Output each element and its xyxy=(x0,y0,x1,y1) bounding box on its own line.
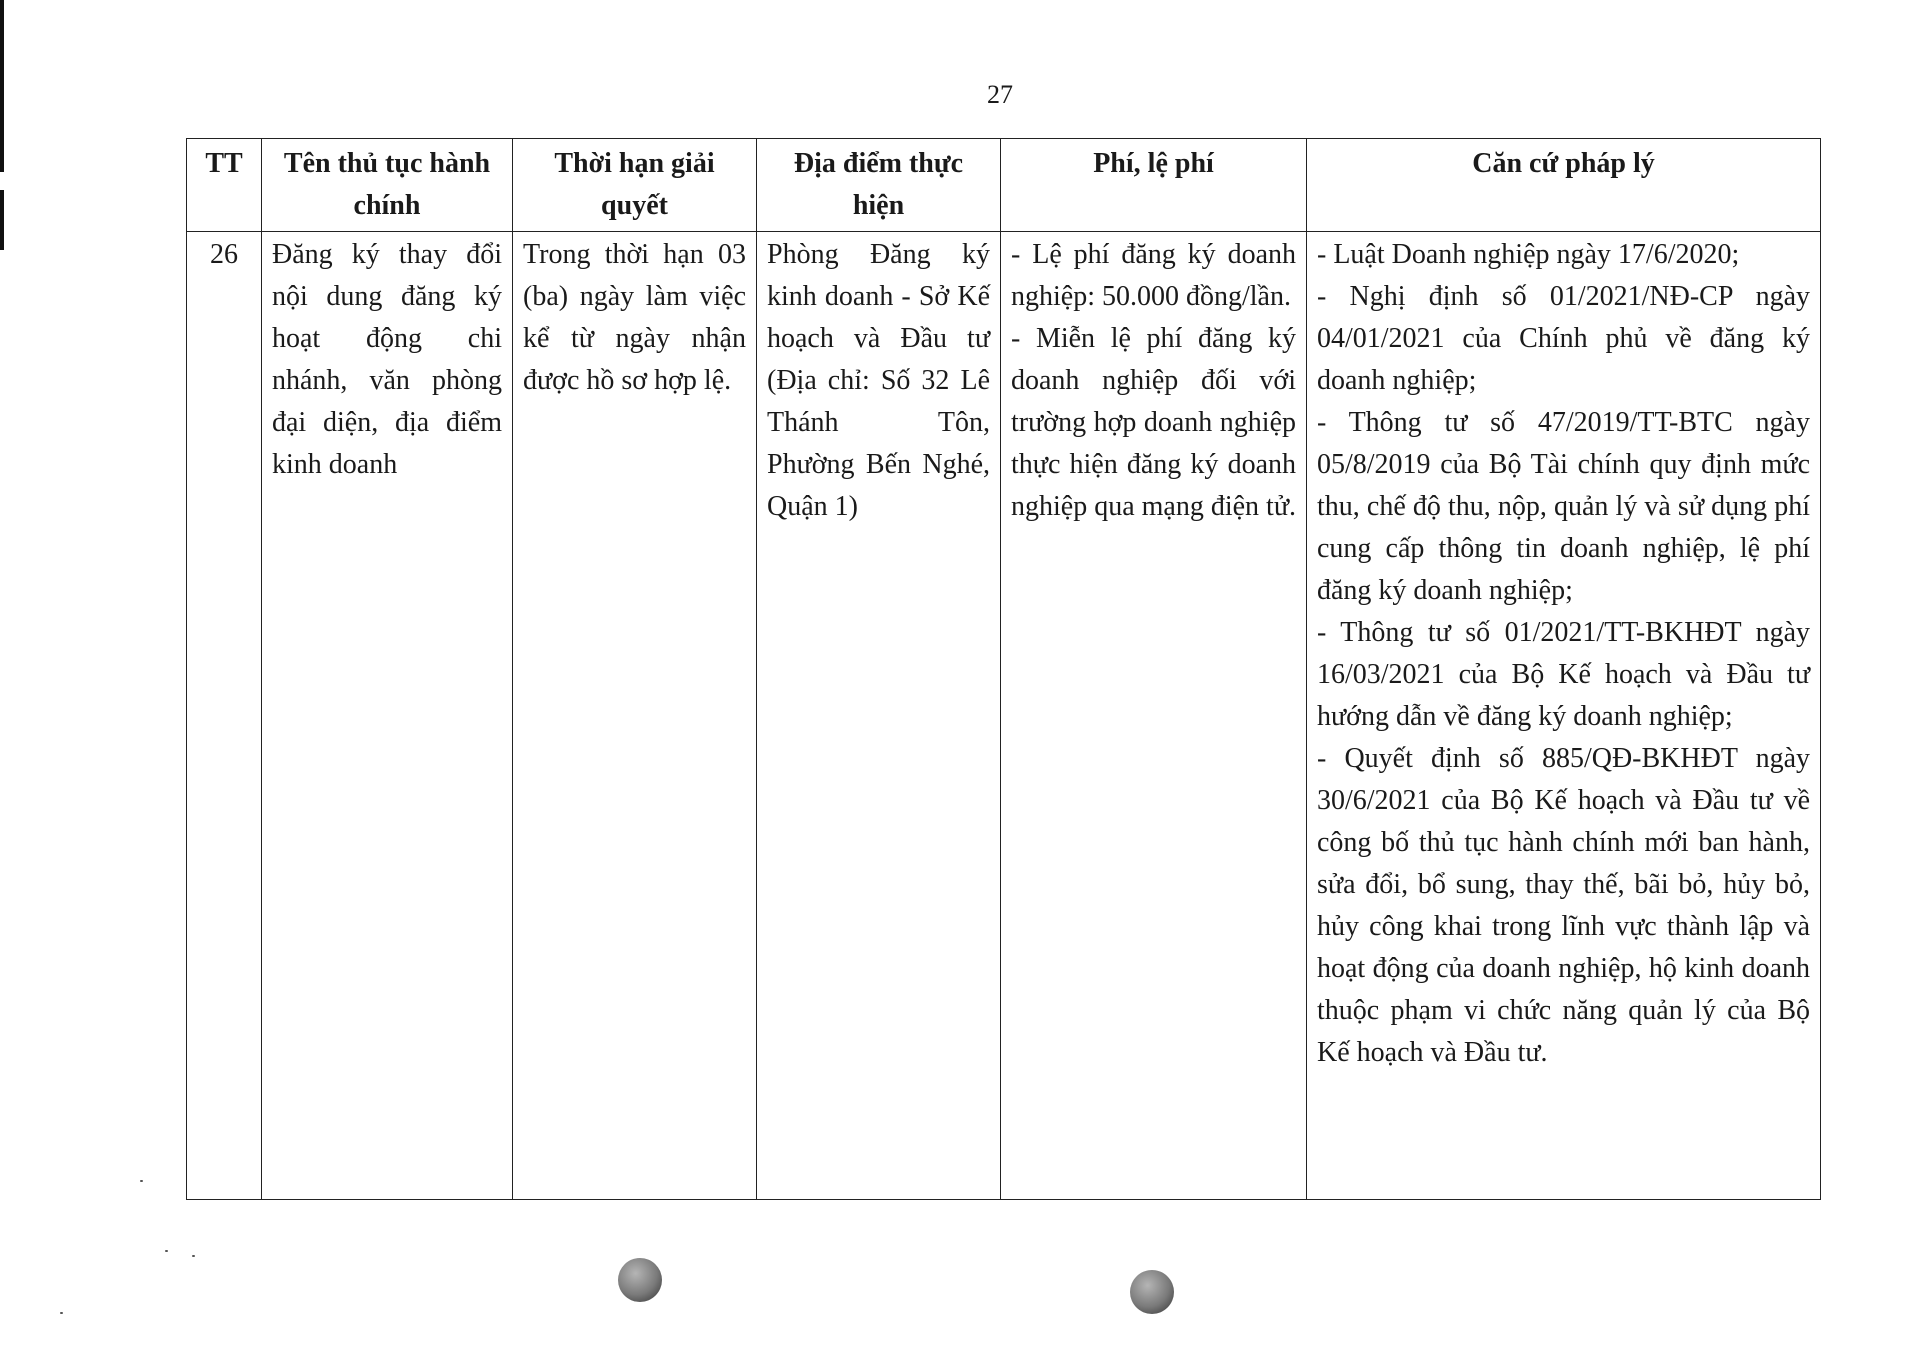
legal-basis-line: - Nghị định số 01/2021/NĐ-CP ngày 04/01/2021 của Chính phủ về đăng ký doanh nghiệp; xyxy=(1317,281,1810,396)
cell-location: Phòng Đăng ký kinh doanh - Sở Kế hoạch và Đầu tư (Địa chỉ: Số 32 Lê Thánh Tôn, Phường Bến Nghé, Quận 1) xyxy=(757,232,1001,1200)
scan-speck xyxy=(192,1255,195,1257)
legal-basis-line: - Luật Doanh nghiệp ngày 17/6/2020; xyxy=(1317,239,1740,270)
cell-deadline: Trong thời hạn 03 (ba) ngày làm việc kể từ ngày nhận được hồ sơ hợp lệ. xyxy=(513,232,757,1200)
cell-procedure-name: Đăng ký thay đổi nội dung đăng ký hoạt động chi nhánh, văn phòng đại diện, địa điểm kinh doanh xyxy=(262,232,513,1200)
scan-speck xyxy=(165,1250,168,1252)
header-procedure-name: Tên thủ tục hành chính xyxy=(262,139,513,232)
table-row xyxy=(187,232,1821,1200)
punch-hole xyxy=(1130,1270,1174,1314)
punch-hole xyxy=(618,1258,662,1302)
scan-speck xyxy=(140,1180,143,1182)
header-deadline: Thời hạn giải quyết xyxy=(513,139,757,232)
legal-basis-line: - Quyết định số 885/QĐ-BKHĐT ngày 30/6/2021 của Bộ Kế hoạch và Đầu tư về công bố thủ tục hành chính mới ban hành, sửa đổi, bổ sung, thay thế, bãi bỏ, hủy bỏ, hủy công khai trong lĩnh vực thành lập và hoạt động của doanh nghiệp, hộ kinh doanh thuộc phạm vi chức năng quản lý của Bộ Kế hoạch và Đầu tư. xyxy=(1317,743,1810,1068)
cell-tt: 26 xyxy=(187,232,262,1200)
scan-edge-mark xyxy=(0,190,4,250)
cell-fees xyxy=(1001,232,1307,1200)
table-header-row xyxy=(187,139,1821,232)
header-fees: Phí, lệ phí xyxy=(1001,139,1307,232)
header-tt: TT xyxy=(187,139,262,232)
page-number: 27 xyxy=(987,80,1013,109)
procedures-table xyxy=(186,138,1821,1200)
fee-line: - Lệ phí đăng ký doanh nghiệp: 50.000 đồng/lần. xyxy=(1011,239,1296,312)
fee-line: - Miễn lệ phí đăng ký doanh nghiệp đối với trường hợp doanh nghiệp thực hiện đăng ký doanh nghiệp qua mạng điện tử. xyxy=(1011,323,1297,522)
cell-legal-basis xyxy=(1307,232,1821,1200)
header-legal-basis: Căn cứ pháp lý xyxy=(1307,139,1821,232)
legal-basis-line: - Thông tư số 01/2021/TT-BKHĐT ngày 16/03/2021 của Bộ Kế hoạch và Đầu tư hướng dẫn về đăng ký doanh nghiệp; xyxy=(1317,617,1810,732)
legal-basis-line: - Thông tư số 47/2019/TT-BTC ngày 05/8/2019 của Bộ Tài chính quy định mức thu, chế độ thu, nộp, quản lý và sử dụng phí cung cấp thông tin doanh nghiệp, lệ phí đăng ký doanh nghiệp; xyxy=(1317,407,1810,606)
header-location: Địa điểm thực hiện xyxy=(757,139,1001,232)
scan-speck xyxy=(60,1312,63,1314)
